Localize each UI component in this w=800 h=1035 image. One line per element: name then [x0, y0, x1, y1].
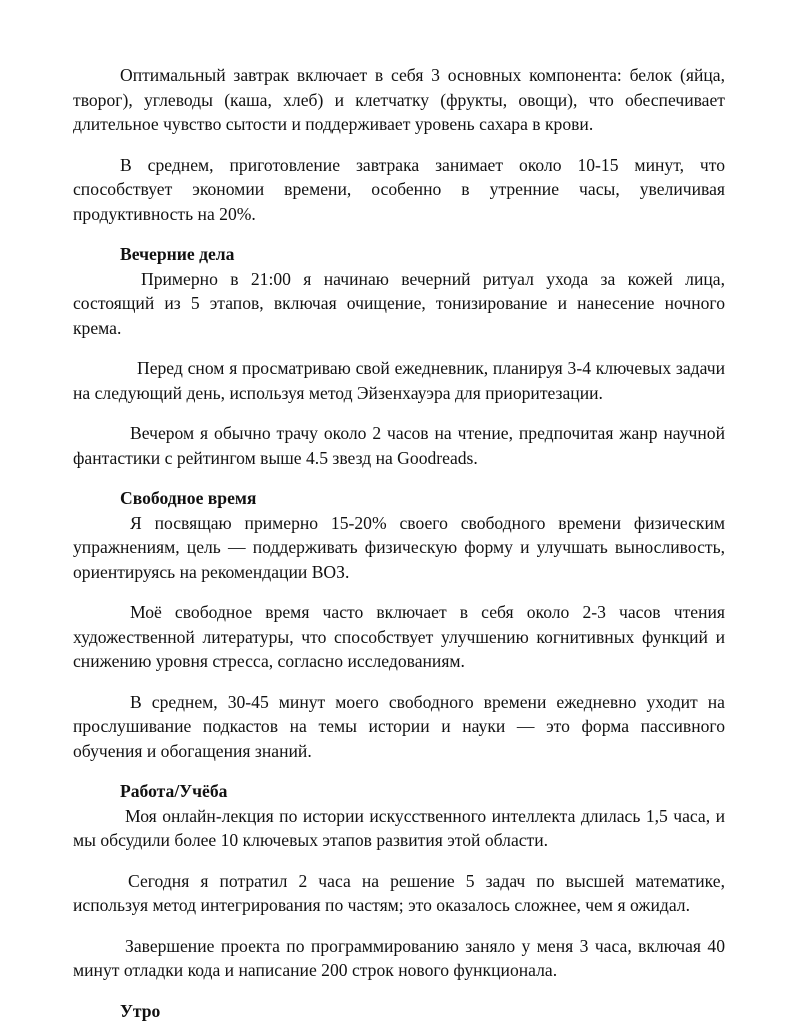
paragraph-lecture: Моя онлайн-лекция по истории искусственного интеллекта длилась 1,5 часа, и мы обсудили более 10 ключевых этапов развития этой области.	[73, 805, 725, 850]
paragraph-breakfast-time: В среднем, приготовление завтрака занимает около 10-15 минут, что способствует экономии времени, особенно в утренние часы, увеличивая продуктивность на 20%.	[73, 154, 725, 224]
paragraph-planner: Перед сном я просматриваю свой ежедневник, планируя 3-4 ключевых задачи на следующий день, используя метод Эйзенхауэра для приоритезации.	[73, 358, 725, 403]
section-work-study	[73, 779, 725, 983]
paragraph-fiction: Моё свободное время часто включает в себя около 2-3 часов чтения художественной литературы, что способствует улучшению когнитивных функций и снижению уровня стресса, согласно исследованиям.	[73, 602, 725, 671]
paragraph-reading: Вечером я обычно трачу около 2 часов на чтение, предпочитая жанр научной фантастики с рейтингом выше 4.5 звезд на Goodreads.	[73, 423, 725, 468]
paragraph-podcasts: В среднем, 30-45 минут моего свободного времени ежедневно уходит на прослушивание подкастов на темы истории и науки — это форма пассивного обучения и обогащения знаний.	[73, 691, 725, 761]
paragraph-skincare: Примерно в 21:00 я начинаю вечерний ритуал ухода за кожей лица, состоящий из 5 этапов, включая очищение, тонизирование и нанесение ночного крема.	[73, 268, 725, 338]
paragraph-math: Сегодня я потратил 2 часа на решение 5 задач по высшей математике, используя метод интегрирования по частям; это оказалось сложнее, чем я ожидал.	[73, 870, 725, 915]
section-free-time	[73, 486, 725, 763]
section-heading-work-study: Работа/Учёба	[120, 781, 228, 801]
section-heading-evening: Вечерние дела	[120, 244, 235, 264]
paragraph-exercise: Я посвящаю примерно 15-20% своего свободного времени физическим упражнениям, цель — поддерживать физическую форму и улучшать выносливость, ориентируясь на рекомендации ВОЗ.	[73, 512, 725, 582]
section-heading-morning: Утро	[120, 1000, 161, 1021]
section-intro	[73, 63, 725, 226]
section-morning	[73, 999, 725, 1024]
paragraph-programming: Завершение проекта по программированию заняло у меня 3 часа, включая 40 минут отладки кода и написание 200 строк нового функционала.	[73, 935, 725, 980]
paragraph-breakfast-components: Оптимальный завтрак включает в себя 3 основных компонента: белок (яйца, творог), углеводы (каша, хлеб) и клетчатку (фрукты, овощи), что обеспечивает длительное чувство сытости и поддерживает уровень сахара в крови.	[73, 65, 725, 134]
section-heading-free-time: Свободное время	[120, 488, 257, 508]
section-evening	[73, 242, 725, 470]
